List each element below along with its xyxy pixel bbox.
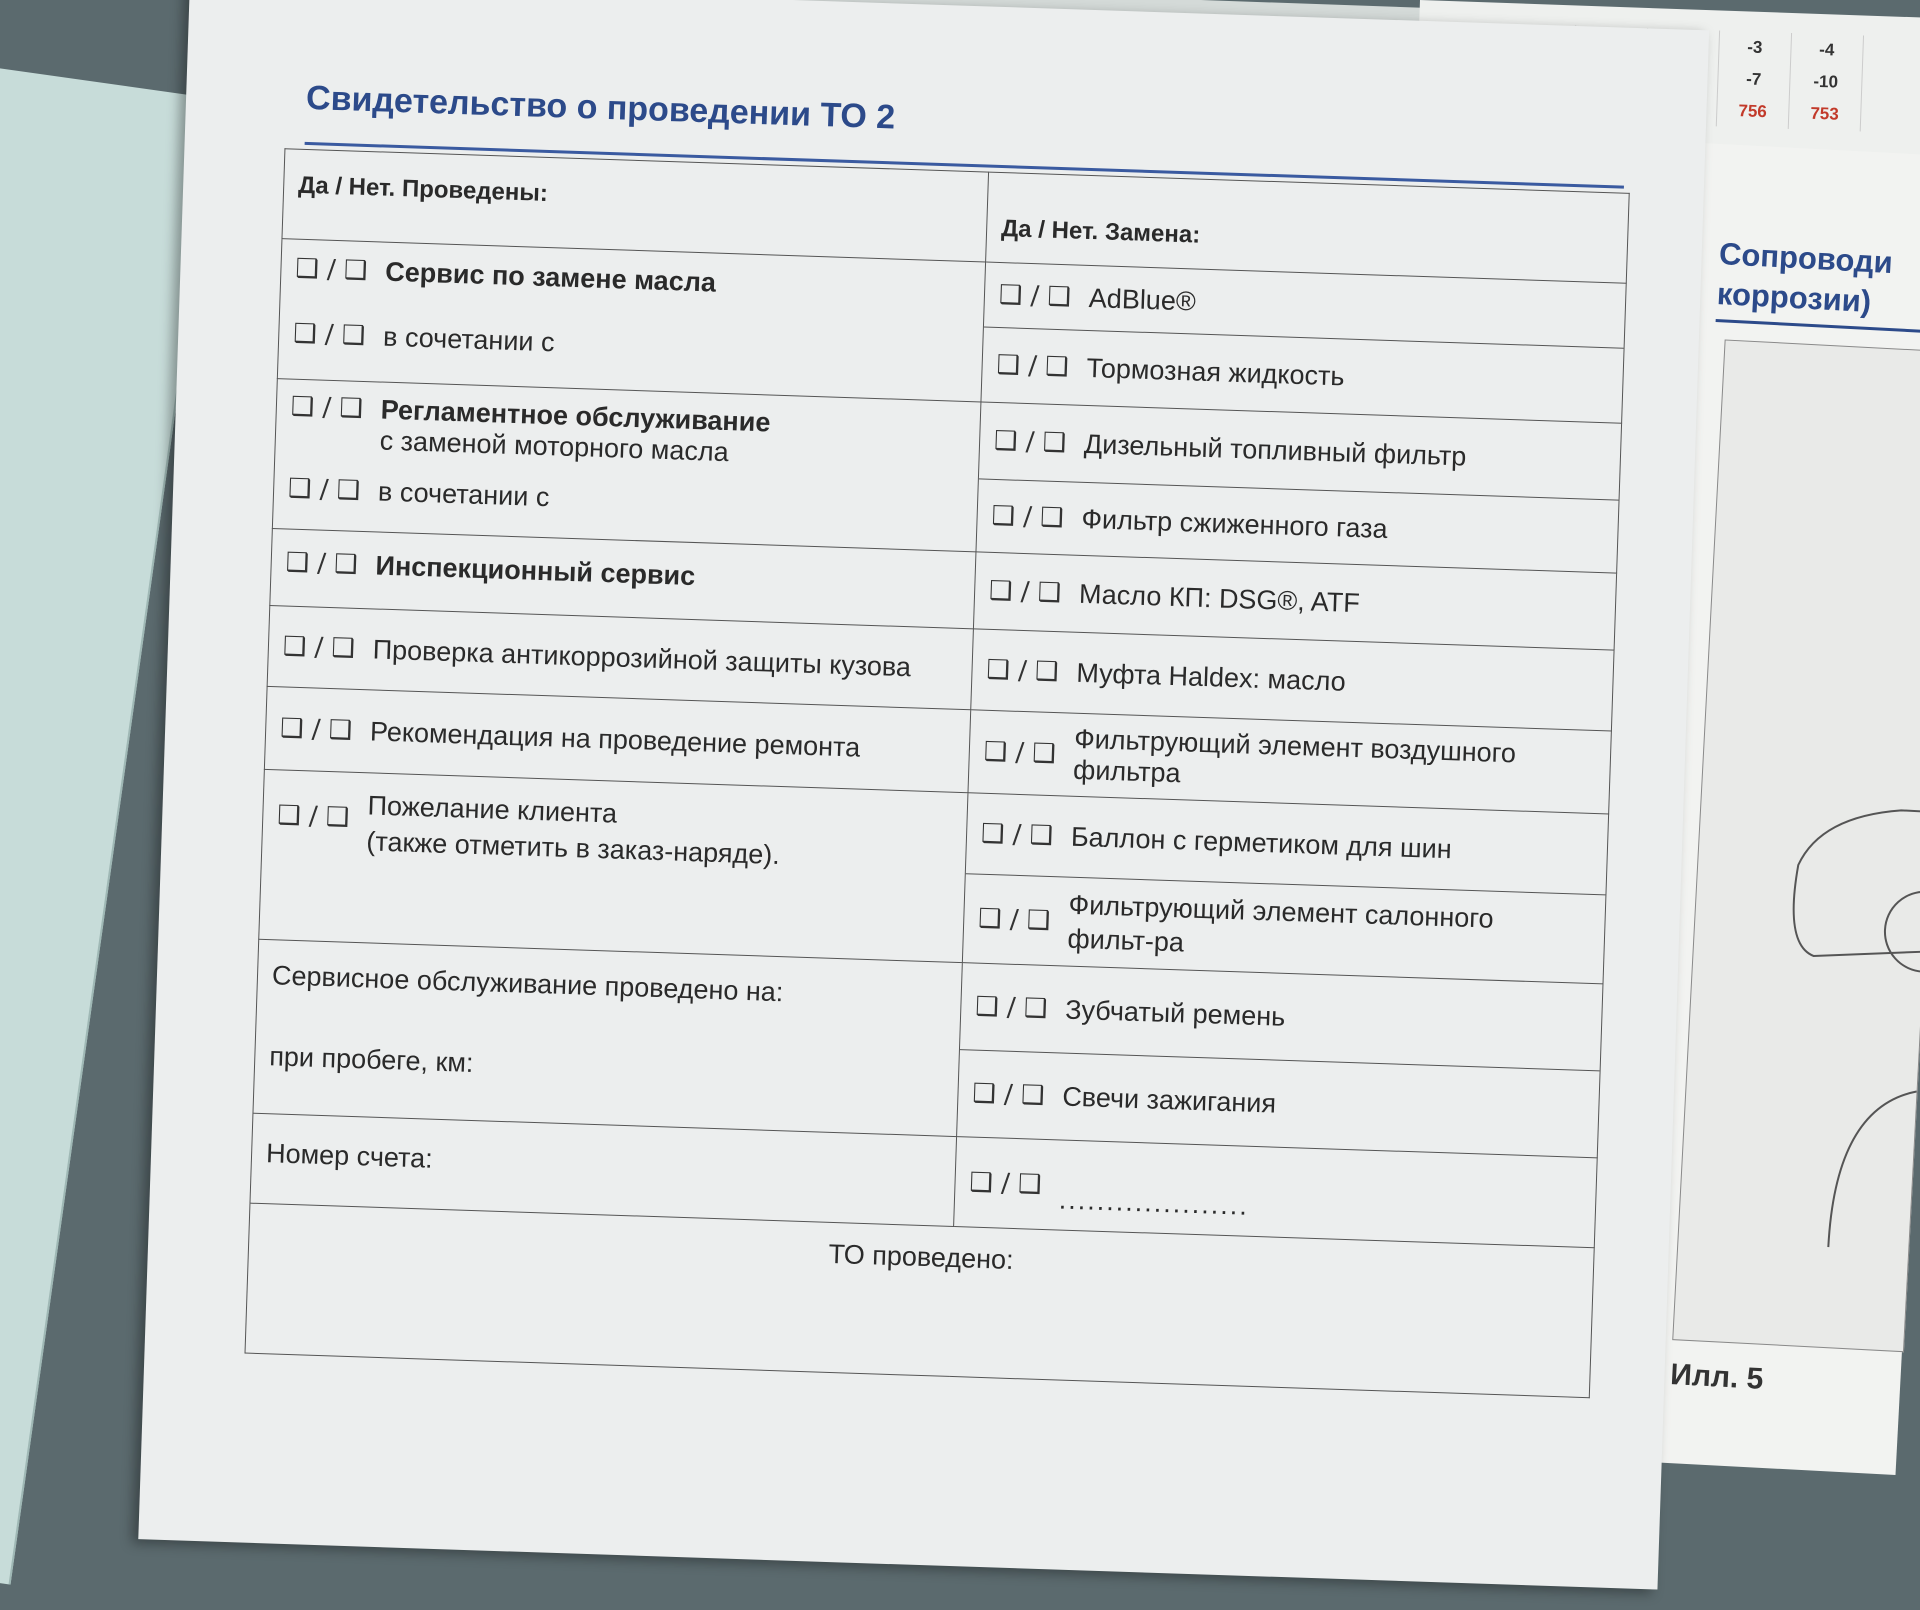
service-form-table [244, 148, 1629, 1398]
diesel-filter-label: Дизельный топливный фильтр [1083, 428, 1467, 472]
gas-filter-checkbox[interactable]: ❑ / ❑ [991, 500, 1065, 534]
service-done-label: Сервисное обслуживание проведено на: [271, 960, 784, 1008]
brake-fluid-checkbox[interactable]: ❑ / ❑ [996, 349, 1070, 383]
service-date-cell [253, 939, 962, 1136]
regular-maintenance-cell [272, 379, 981, 552]
oil-service-label: Сервис по замене масла [384, 256, 717, 298]
brake-fluid-label: Тормозная жидкость [1086, 352, 1346, 391]
haldex-label: Муфта Haldex: масло [1075, 657, 1347, 697]
tyre-sealant-label: Баллон с герметиком для шин [1070, 821, 1453, 864]
timing-belt-checkbox[interactable]: ❑ / ❑ [974, 991, 1048, 1024]
spark-plugs-checkbox[interactable]: ❑ / ❑ [972, 1078, 1045, 1111]
car-illustration [1672, 339, 1920, 1352]
cabin-filter-label: Фильтрующий элемент салонного фильт-ра [1067, 889, 1495, 958]
form-sheet [138, 0, 1709, 1590]
right-cell-1-2 [981, 262, 1626, 423]
cabin-filter-checkbox[interactable]: ❑ / ❑ [977, 903, 1051, 937]
oil-service-cell [277, 239, 985, 402]
gas-filter-label: Фильтр сжиженного газа [1081, 503, 1389, 544]
customer-wish-cell [259, 769, 968, 962]
right-page-title: Сопроводи коррозии) [1716, 236, 1894, 320]
weather-row-pressure: 756 753 [1416, 84, 1861, 131]
corrosion-label: Проверка антикоррозийной защиты кузова [372, 633, 912, 682]
gearbox-oil-label: Масло КП: DSG®, ATF [1078, 578, 1361, 618]
customer-wish-line1: Пожелание клиента [367, 790, 618, 829]
oil-service-checkbox[interactable]: ❑ / ❑ [294, 253, 368, 287]
right-header: Да / Нет. Замена: [1000, 215, 1201, 249]
inspection-checkbox[interactable]: ❑ / ❑ [285, 547, 359, 580]
left-header: Да / Нет. Проведены: [297, 171, 549, 207]
air-filter-label: Фильтрующий элемент воздушного фильтра [1072, 723, 1517, 789]
regular-sub: с заменой моторного масла [379, 425, 730, 468]
combined-checkbox-2[interactable]: ❑ / ❑ [287, 473, 361, 506]
right-cell-8-9 [962, 793, 1608, 984]
air-filter-checkbox[interactable]: ❑ / ❑ [983, 736, 1057, 770]
haldex-checkbox[interactable]: ❑ / ❑ [986, 654, 1059, 688]
adblue-checkbox[interactable]: ❑ / ❑ [998, 280, 1072, 313]
right-cell-3-4 [976, 402, 1622, 573]
customer-wish-line2: (также отметить в заказ-наряде). [365, 826, 781, 871]
repair-label: Рекомендация на проведение ремонта [369, 715, 861, 763]
extra-blank-field[interactable]: .................... [1058, 1184, 1250, 1221]
repair-checkbox[interactable]: ❑ / ❑ [279, 713, 353, 746]
extra-checkbox[interactable]: ❑ / ❑ [969, 1167, 1042, 1200]
tyre-sealant-checkbox[interactable]: ❑ / ❑ [980, 818, 1054, 852]
figure-caption: Илл. 5 [1669, 1358, 1765, 1396]
customer-wish-checkbox[interactable]: ❑ / ❑ [276, 800, 350, 833]
timing-belt-label: Зубчатый ремень [1064, 994, 1286, 1032]
inspection-label: Инспекционный сервис [375, 550, 696, 592]
invoice-label: Номер счета: [265, 1138, 434, 1174]
weather-row-temp: -3 -4 [1418, 20, 1863, 67]
weather-row-feels: -7 -10 [1417, 52, 1862, 99]
combined-label-2: в сочетании с [377, 476, 550, 513]
gearbox-oil-checkbox[interactable]: ❑ / ❑ [988, 575, 1062, 609]
regular-title: Регламентное обслуживание [380, 394, 771, 438]
spark-plugs-label: Свечи зажигания [1061, 1081, 1277, 1119]
diesel-filter-checkbox[interactable]: ❑ / ❑ [993, 425, 1067, 459]
combined-label-1: в сочетании с [382, 321, 556, 358]
regular-checkbox[interactable]: ❑ / ❑ [290, 391, 364, 424]
mileage-label: при пробеге, км: [268, 1041, 474, 1078]
corrosion-checkbox[interactable]: ❑ / ❑ [282, 631, 356, 664]
form-title: Свидетельство о проведении ТО 2 [305, 78, 896, 137]
car-outline-icon [1673, 340, 1920, 1351]
combined-checkbox-1[interactable]: ❑ / ❑ [292, 318, 366, 351]
adblue-label: AdBlue® [1088, 282, 1197, 317]
maintenance-done-label: ТО проведено: [828, 1238, 1015, 1276]
right-cell-10-11 [957, 963, 1603, 1158]
